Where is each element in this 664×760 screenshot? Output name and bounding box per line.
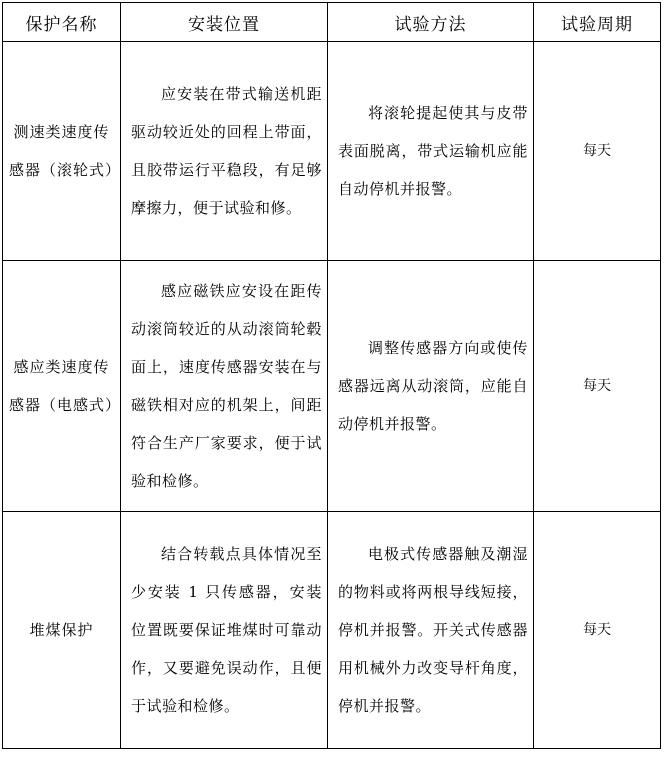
install-location-cell: 感应磁铁应安设在距传动滚筒较近的从动滚筒轮毂面上，速度传感器安装在与磁铁相对应的机架上，间距符合生产厂家要求，便于试验和检修。 bbox=[121, 261, 328, 512]
table-row bbox=[3, 512, 661, 749]
header-test-period: 试验周期 bbox=[534, 3, 661, 42]
protection-name-cell: 测速类速度传感器（滚轮式） bbox=[3, 42, 121, 261]
test-period-cell: 每天 bbox=[534, 512, 661, 749]
table-header-row bbox=[3, 3, 661, 42]
header-test-method: 试验方法 bbox=[328, 3, 534, 42]
protection-test-table bbox=[2, 2, 661, 749]
install-location-cell: 应安装在带式输送机距驱动较近处的回程上带面，且胶带运行平稳段，有足够摩擦力，便于试验和修。 bbox=[121, 42, 328, 261]
table-row bbox=[3, 261, 661, 512]
test-method-cell: 将滚轮提起使其与皮带表面脱离，带式运输机应能自动停机并报警。 bbox=[328, 42, 534, 261]
test-period-cell: 每天 bbox=[534, 42, 661, 261]
protection-name-cell: 堆煤保护 bbox=[3, 512, 121, 749]
table-row bbox=[3, 42, 661, 261]
install-location-cell: 结合转载点具体情况至少安装 1 只传感器，安装位置既要保证堆煤时可靠动作，又要避免误动作，且便于试验和检修。 bbox=[121, 512, 328, 749]
header-protection-name: 保护名称 bbox=[3, 3, 121, 42]
test-method-cell: 调整传感器方向或使传感器远离从动滚筒，应能自动停机并报警。 bbox=[328, 261, 534, 512]
test-method-cell: 电极式传感器触及潮湿的物料或将两根导线短接，停机并报警。开关式传感器用机械外力改变导杆角度，停机并报警。 bbox=[328, 512, 534, 749]
header-install-location: 安装位置 bbox=[121, 3, 328, 42]
protection-name-cell: 感应类速度传感器（电感式） bbox=[3, 261, 121, 512]
test-period-cell: 每天 bbox=[534, 261, 661, 512]
